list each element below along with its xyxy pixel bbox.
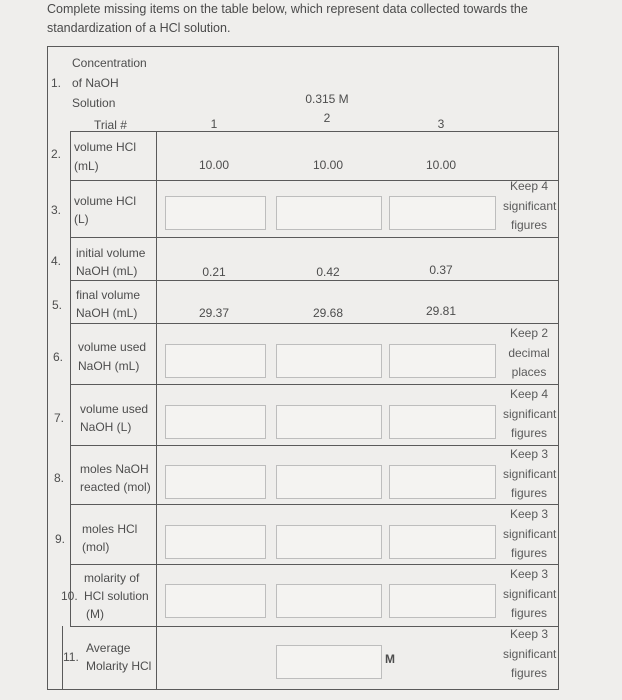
- volume-hcl-ml-value: 10.00: [198, 158, 230, 172]
- row-number: 8.: [54, 471, 65, 485]
- trial-label: Trial #: [94, 118, 127, 132]
- row-label: NaOH (mL): [76, 264, 138, 278]
- row-label: volume used: [80, 402, 149, 416]
- sig-fig-note: Keep 4 significant figures: [503, 179, 557, 232]
- sig-fig-note: Keep 3 significant figures: [503, 627, 557, 680]
- row-divider: [70, 626, 558, 627]
- row-number: 11.: [63, 650, 79, 664]
- molarity-unit: M: [385, 652, 395, 666]
- answer-input-volume-naoh-l[interactable]: [165, 405, 266, 439]
- row-divider: [70, 504, 558, 505]
- row-divider: [70, 564, 558, 565]
- decimal-places-note: Keep 2 decimal places: [508, 326, 550, 379]
- row-number: 6.: [53, 350, 64, 364]
- initial-naoh-value: 0.21: [202, 265, 226, 279]
- row-divider: [70, 445, 558, 446]
- answer-input-volume-hcl-l[interactable]: [389, 196, 496, 230]
- row-number: 7.: [54, 411, 65, 425]
- row-label: Concentration: [72, 56, 147, 70]
- row-label: NaOH (mL): [76, 306, 138, 320]
- sig-fig-note: Keep 3 significant figures: [503, 447, 557, 500]
- answer-input-moles-naoh[interactable]: [389, 465, 496, 499]
- row-divider: [70, 323, 558, 324]
- row-divider: [70, 280, 558, 281]
- row-label: (mL): [74, 159, 99, 173]
- row-number: 2.: [51, 147, 62, 161]
- row-number: 5.: [52, 298, 63, 312]
- row-label: volume HCl: [74, 194, 137, 208]
- trial-number: 2: [323, 111, 331, 125]
- table-border: [558, 46, 559, 689]
- row-label: moles HCl: [82, 522, 138, 536]
- row-number: 1.: [51, 76, 62, 90]
- row-label: Solution: [72, 96, 116, 110]
- label-column-border: [70, 131, 71, 626]
- answer-input-moles-hcl[interactable]: [165, 525, 266, 559]
- row-number: 10.: [61, 589, 78, 603]
- row-divider: [70, 384, 558, 385]
- row-divider: [70, 180, 558, 181]
- row-label: volume used: [78, 340, 147, 354]
- sig-fig-note: Keep 3 significant figures: [503, 507, 557, 560]
- answer-input-molarity-hcl[interactable]: [165, 584, 266, 618]
- row-label: NaOH (mL): [78, 359, 140, 373]
- row-label: of NaOH: [72, 76, 119, 90]
- label-column-border: [156, 131, 157, 689]
- answer-input-volume-naoh-ml[interactable]: [389, 344, 496, 378]
- instructions-text: Complete missing items on the table below, which represent data collected towards the standardization of a HCl solution.: [47, 2, 528, 35]
- answer-input-volume-naoh-l[interactable]: [389, 405, 496, 439]
- row-number: 3.: [51, 203, 62, 217]
- row-label: HCl solution: [84, 589, 149, 603]
- row-label: (mol): [82, 540, 110, 554]
- answer-input-volume-hcl-l[interactable]: [276, 196, 382, 230]
- answer-input-moles-hcl[interactable]: [276, 525, 382, 559]
- answer-input-volume-hcl-l[interactable]: [165, 196, 266, 230]
- row-divider: [70, 237, 558, 238]
- trial-number: 3: [437, 117, 445, 131]
- row-label: reacted (mol): [80, 480, 151, 494]
- answer-input-volume-naoh-l[interactable]: [276, 405, 382, 439]
- answer-input-volume-naoh-ml[interactable]: [276, 344, 382, 378]
- row-label: initial volume: [76, 246, 146, 260]
- final-naoh-value: 29.37: [198, 306, 230, 320]
- row-label: moles NaOH: [80, 462, 149, 476]
- volume-hcl-ml-value: 10.00: [425, 158, 457, 172]
- row-label: NaOH (L): [80, 420, 132, 434]
- row-label: final volume: [76, 288, 141, 302]
- sig-fig-note: Keep 4 significant figures: [503, 387, 557, 440]
- row-label: (M): [86, 607, 104, 621]
- initial-naoh-value: 0.37: [429, 263, 453, 277]
- row-label: molarity of: [84, 571, 140, 585]
- answer-input-average-molarity[interactable]: [276, 645, 382, 679]
- sig-fig-note: Keep 3 significant figures: [503, 567, 557, 620]
- row-number: 4.: [51, 254, 62, 268]
- row-label: (L): [74, 212, 89, 226]
- answer-input-volume-naoh-ml[interactable]: [165, 344, 266, 378]
- answer-input-moles-naoh[interactable]: [165, 465, 266, 499]
- row-number: 9.: [55, 532, 66, 546]
- table-border: [47, 46, 559, 47]
- answer-input-moles-hcl[interactable]: [389, 525, 496, 559]
- row-divider: [70, 131, 558, 132]
- answer-input-molarity-hcl[interactable]: [276, 584, 382, 618]
- volume-hcl-ml-value: 10.00: [312, 158, 344, 172]
- row-label: Molarity HCl: [86, 659, 152, 673]
- trial-number: 1: [210, 117, 218, 131]
- answer-input-molarity-hcl[interactable]: [389, 584, 496, 618]
- naoh-concentration-value: 0.315 M: [305, 92, 349, 106]
- row-label: volume HCl: [74, 140, 137, 154]
- initial-naoh-value: 0.42: [316, 265, 340, 279]
- table-border: [47, 689, 559, 690]
- final-naoh-value: 29.81: [425, 304, 457, 318]
- table-border: [47, 46, 48, 689]
- answer-input-moles-naoh[interactable]: [276, 465, 382, 499]
- row-label: Average: [86, 641, 131, 655]
- final-naoh-value: 29.68: [312, 306, 344, 320]
